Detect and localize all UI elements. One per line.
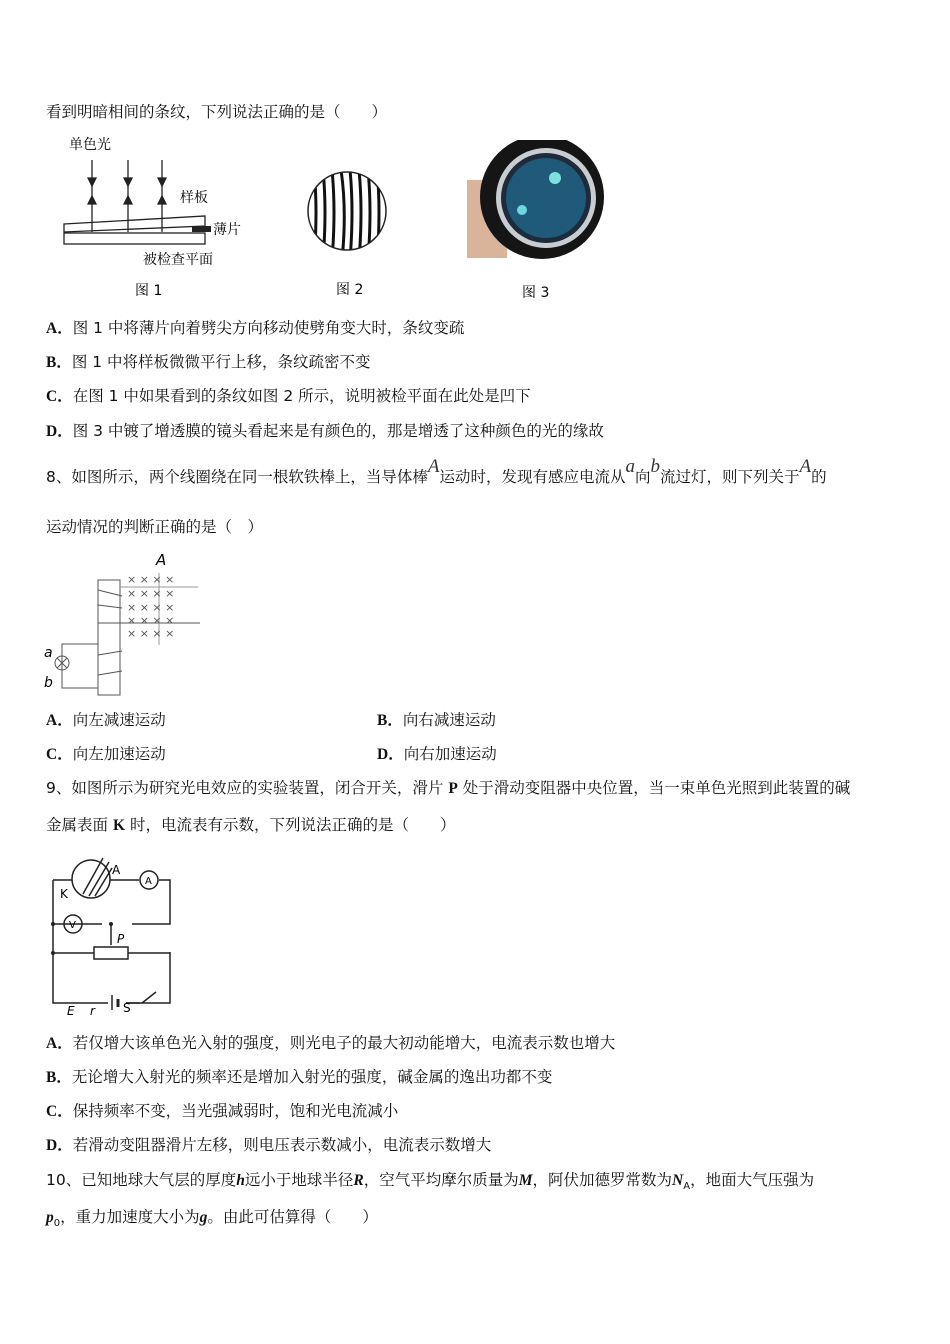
svg-text:A: A <box>145 876 152 887</box>
q9-option-a[interactable]: A．若仅增大该单色光入射的强度，则光电子的最大初动能增大，电流表示数也增大 <box>46 1034 616 1052</box>
q10-stem-line1: 10、已知地球大气层的厚度h远小于地球半径R，空气平均摩尔质量为M，阿伏加德罗常数为$N_A$，地面大气压强为 <box>46 1171 815 1193</box>
q8-coil-diagram <box>40 545 220 705</box>
q9-option-d[interactable]: D．若滑动变阻器滑片左移，则电压表示数减小，电流表示数增大 <box>46 1136 492 1154</box>
svg-text:样板: 样板 <box>180 190 208 206</box>
svg-text:薄片: 薄片 <box>213 222 241 238</box>
q8-option-d[interactable]: D．向右加速运动 <box>377 745 497 763</box>
svg-text:A: A <box>156 551 167 569</box>
svg-text:× × × ×: × × × × <box>127 601 175 614</box>
svg-text:P: P <box>117 932 125 946</box>
svg-text:× × × ×: × × × × <box>127 573 175 586</box>
q9-option-c[interactable]: C．保持频率不变，当光强减弱时，饱和光电流减小 <box>46 1102 399 1120</box>
svg-text:E: E <box>67 1004 75 1018</box>
svg-text:图 2: 图 2 <box>336 282 364 298</box>
svg-text:被检查平面: 被检查平面 <box>143 252 213 268</box>
q9-photoelectric-circuit <box>40 850 190 1020</box>
q7-option-a[interactable]: A．图 1 中将薄片向着劈尖方向移动使劈角变大时，条纹变疏 <box>46 319 465 337</box>
svg-text:b: b <box>44 675 53 691</box>
q7-option-c[interactable]: C．在图 1 中如果看到的条纹如图 2 所示，说明被检平面在此处是凹下 <box>46 387 531 405</box>
svg-text:a: a <box>44 645 53 661</box>
svg-text:× × × ×: × × × × <box>127 627 175 640</box>
figure-3-lens-photo <box>467 140 607 302</box>
q8-option-b[interactable]: B．向右减速运动 <box>377 711 496 729</box>
figure-2-fringes <box>300 170 400 302</box>
q10-stem-line2: $p_0$，重力加速度大小为g。由此可估算得（ ） <box>46 1208 378 1230</box>
q9-stem-line2: 金属表面 K 时，电流表有示数，下列说法正确的是（ ） <box>46 816 456 834</box>
svg-text:图 3: 图 3 <box>522 285 550 301</box>
svg-text:K: K <box>60 887 68 901</box>
q8-stem-line2: 运动情况的判断正确的是（ ） <box>46 518 264 536</box>
q8-stem-line1: 8、如图所示，两个线圈绕在同一根软铁棒上，当导体棒A运动时，发现有感应电流从a向b流过灯，则下列关于A的 <box>46 456 827 486</box>
q8-option-c[interactable]: C．向左加速运动 <box>46 745 166 763</box>
svg-text:S: S <box>123 1001 131 1015</box>
q8-option-a[interactable]: A．向左减速运动 <box>46 711 166 729</box>
svg-text:r: r <box>90 1004 95 1018</box>
svg-text:图 1: 图 1 <box>135 283 163 299</box>
figure-1-wedge-interference <box>55 132 255 302</box>
svg-text:V: V <box>69 920 76 931</box>
q7-stem: 看到明暗相间的条纹，下列说法正确的是（ ） <box>46 103 388 121</box>
svg-text:单色光: 单色光 <box>69 137 111 153</box>
q9-stem-line1: 9、如图所示为研究光电效应的实验装置，闭合开关，滑片 P 处于滑动变阻器中央位置，当一束单色光照到此装置的碱 <box>46 779 851 797</box>
svg-text:A: A <box>112 863 121 877</box>
q9-option-b[interactable]: B．无论增大入射光的频率还是增加入射光的强度，碱金属的逸出功都不变 <box>46 1068 553 1086</box>
q7-option-d[interactable]: D．图 3 中镀了增透膜的镜头看起来是有颜色的，那是增透了这种颜色的光的缘故 <box>46 422 604 440</box>
svg-text:× × × ×: × × × × <box>127 614 175 627</box>
q7-option-b[interactable]: B．图 1 中将样板微微平行上移，条纹疏密不变 <box>46 353 371 371</box>
svg-text:× × × ×: × × × × <box>127 587 175 600</box>
